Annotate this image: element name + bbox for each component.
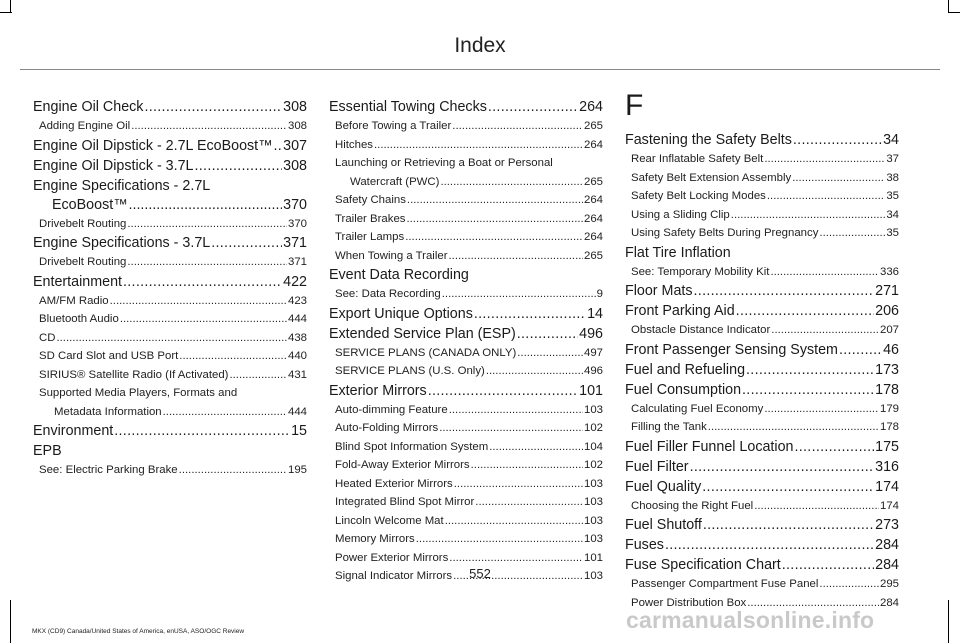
- entry-label: Adding Engine Oil: [39, 120, 131, 132]
- index-subentry[interactable]: [329, 136, 603, 155]
- entry-label: Flat Tire Inflation: [625, 244, 731, 261]
- entry-page-number[interactable]: 207: [879, 324, 899, 336]
- index-subentry: [33, 384, 307, 403]
- index-entry[interactable]: [625, 302, 899, 321]
- entry-page-number[interactable]: 35: [886, 227, 899, 239]
- watermark: carmanualsonline.info: [626, 607, 875, 633]
- entry-label: Exterior Mirrors: [329, 382, 427, 399]
- index-subentry[interactable]: [625, 169, 899, 188]
- crop-mark: [0, 12, 12, 13]
- page-number: 552: [469, 566, 491, 581]
- entry-page-number[interactable]: 175: [875, 438, 899, 455]
- dot-leader: [754, 497, 879, 516]
- entry-page-number[interactable]: 14: [587, 305, 603, 322]
- index-subentry[interactable]: [329, 475, 603, 494]
- index-entry: [33, 177, 307, 196]
- index-entry[interactable]: [625, 131, 899, 150]
- entry-page-number[interactable]: 284: [875, 557, 899, 573]
- entry-label: Fuel Shutoff: [625, 517, 702, 533]
- index-entry: [33, 442, 307, 461]
- entry-page-number[interactable]: 38: [886, 171, 899, 184]
- entry-label: Fuse Specification Chart: [625, 557, 781, 573]
- index-subentry[interactable]: [329, 285, 603, 304]
- entry-page-number[interactable]: 179: [879, 402, 899, 415]
- dot-leader: [702, 478, 874, 497]
- index-subentry[interactable]: [329, 247, 603, 266]
- entry-label: EcoBoost™: [52, 196, 128, 213]
- entry-label: Watercraft (PWC): [350, 175, 440, 188]
- index-subentry[interactable]: [329, 419, 603, 438]
- entry-page-number[interactable]: 178: [875, 381, 899, 398]
- index-entry[interactable]: [625, 361, 899, 380]
- index-subentry[interactable]: [329, 512, 603, 531]
- entry-label: Fold-Away Exterior Mirrors: [335, 459, 470, 471]
- entry-label: Environment: [33, 423, 114, 439]
- dot-leader: [123, 273, 282, 292]
- entry-label: Safety Belt Extension Assembly: [631, 171, 792, 184]
- dot-leader: [374, 136, 583, 155]
- dot-leader: [489, 438, 583, 457]
- crop-mark: [948, 600, 949, 643]
- dot-leader: [708, 418, 879, 437]
- entry-page-number[interactable]: 37: [886, 153, 899, 165]
- dot-leader: [448, 247, 583, 266]
- entry-label: Extended Service Plan (ESP): [329, 325, 516, 342]
- index-entry[interactable]: [625, 536, 899, 555]
- index-subentry[interactable]: [329, 456, 603, 475]
- dot-leader: [110, 292, 287, 311]
- index-subentry[interactable]: [625, 321, 899, 340]
- index-column-2: [329, 97, 603, 586]
- dot-leader: [428, 382, 578, 401]
- entry-page-number[interactable]: 101: [579, 382, 603, 399]
- index-entry[interactable]: [625, 478, 899, 497]
- index-entry[interactable]: [625, 282, 899, 301]
- entry-label: Drivebelt Routing: [39, 256, 127, 268]
- dot-leader: [449, 549, 583, 568]
- index-entry[interactable]: [329, 325, 603, 344]
- dot-leader: [742, 381, 874, 400]
- index-entry[interactable]: [33, 196, 307, 215]
- entry-page-number[interactable]: 284: [875, 537, 899, 553]
- dot-leader: [746, 361, 874, 380]
- dot-leader: [792, 169, 885, 188]
- entry-label: When Towing a Trailer: [335, 249, 448, 262]
- index-subentry[interactable]: [33, 253, 307, 272]
- dot-leader: [694, 282, 875, 301]
- dot-leader: [129, 196, 283, 215]
- dot-leader: [452, 117, 583, 136]
- dot-leader: [770, 263, 879, 282]
- index-subentry[interactable]: [625, 206, 899, 225]
- index-subentry[interactable]: [33, 461, 307, 480]
- entry-page-number[interactable]: 174: [875, 478, 899, 495]
- index-entry[interactable]: [625, 516, 899, 535]
- dot-leader: [665, 536, 874, 555]
- crop-mark: [948, 12, 960, 13]
- dot-leader: [163, 403, 287, 422]
- entry-label: AM/FM Radio: [39, 294, 109, 307]
- entry-label: Fastening the Safety Belts: [625, 132, 792, 148]
- entry-page-number[interactable]: 370: [283, 196, 307, 213]
- index-entry[interactable]: [329, 382, 603, 401]
- document-id: MKX (CD9) Canada/United States of America, enUSA, ASO/OGC Review: [32, 628, 245, 635]
- index-subentry[interactable]: [329, 228, 603, 247]
- entry-label: Export Unique Options: [329, 305, 473, 322]
- index-entry[interactable]: [625, 341, 899, 360]
- entry-page-number[interactable]: 431: [287, 368, 307, 381]
- index-entry: [329, 266, 603, 285]
- entry-page-number[interactable]: 264: [583, 212, 603, 225]
- entry-label: SIRIUS® Satellite Radio (If Activated): [39, 368, 229, 381]
- entry-page-number[interactable]: 271: [875, 283, 899, 299]
- dot-leader: [406, 210, 583, 229]
- index-subentry[interactable]: [329, 173, 603, 192]
- entry-page-number[interactable]: 336: [879, 265, 899, 278]
- entry-page-number[interactable]: 316: [875, 458, 899, 475]
- dot-leader: [819, 224, 885, 243]
- index-subentry[interactable]: [329, 117, 603, 136]
- dot-leader: [764, 150, 885, 169]
- entry-page-number[interactable]: 265: [583, 120, 603, 132]
- entry-label: SERVICE PLANS (CANADA ONLY): [335, 346, 517, 359]
- entry-label: Hitches: [335, 138, 373, 151]
- dot-leader: [229, 366, 287, 385]
- entry-page-number[interactable]: 103: [583, 403, 603, 416]
- entry-label: Floor Mats: [625, 283, 693, 299]
- entry-page-number[interactable]: 444: [287, 313, 307, 325]
- entry-label: Fuel Filler Funnel Location: [625, 438, 794, 455]
- entry-page-number[interactable]: 295: [879, 578, 899, 590]
- dot-leader: [211, 234, 282, 253]
- entry-page-number[interactable]: 444: [287, 405, 307, 418]
- entry-label: See: Electric Parking Brake: [39, 464, 178, 476]
- entry-label: Trailer Lamps: [335, 231, 405, 243]
- entry-label: Front Passenger Sensing System: [625, 341, 838, 358]
- index-subentry[interactable]: [625, 418, 899, 437]
- index-subentry[interactable]: [329, 401, 603, 420]
- entry-label: EPB: [33, 443, 62, 459]
- dot-leader: [703, 516, 874, 535]
- entry-label: CD: [39, 331, 56, 344]
- entry-label: Fuel and Refueling: [625, 361, 746, 378]
- dot-leader: [120, 310, 287, 329]
- index-entry: [625, 244, 899, 263]
- dot-leader: [771, 321, 879, 340]
- dot-leader: [793, 131, 882, 150]
- index-subentry[interactable]: [33, 117, 307, 136]
- entry-label: Heated Exterior Mirrors: [335, 477, 453, 490]
- entry-page-number[interactable]: 265: [583, 249, 603, 262]
- crop-mark: [10, 600, 11, 643]
- entry-label: Metadata Information: [54, 405, 162, 418]
- index-subentry[interactable]: [329, 344, 603, 363]
- entry-page-number[interactable]: 308: [283, 157, 307, 174]
- index-entry[interactable]: [33, 137, 307, 156]
- entry-label: See: Data Recording: [335, 288, 441, 300]
- entry-page-number[interactable]: 273: [875, 517, 899, 533]
- index-subentry[interactable]: [625, 263, 899, 282]
- entry-label: Blind Spot Information System: [335, 440, 489, 453]
- entry-page-number[interactable]: 370: [287, 217, 307, 230]
- dot-leader: [440, 173, 583, 192]
- index-entry[interactable]: [33, 157, 307, 176]
- dot-leader: [195, 157, 283, 176]
- entry-page-number[interactable]: 308: [283, 99, 307, 115]
- entry-label: SERVICE PLANS (U.S. Only): [335, 365, 485, 377]
- entry-page-number[interactable]: 35: [886, 190, 899, 202]
- index-entry[interactable]: [625, 458, 899, 477]
- dot-leader: [794, 438, 874, 457]
- dot-leader: [179, 461, 287, 480]
- dot-leader: [273, 137, 282, 156]
- entry-label: Fuses: [625, 537, 664, 553]
- entry-page-number[interactable]: 307: [283, 137, 307, 154]
- dot-leader: [690, 458, 875, 477]
- entry-label: Lincoln Welcome Mat: [335, 514, 444, 527]
- index-subentry[interactable]: [625, 497, 899, 516]
- index-subentry[interactable]: [625, 400, 899, 419]
- index-entry[interactable]: [329, 305, 603, 324]
- dot-leader: [517, 325, 578, 344]
- dot-leader: [127, 253, 287, 272]
- entry-page-number[interactable]: 265: [583, 175, 603, 188]
- entry-page-number[interactable]: 422: [283, 273, 307, 290]
- dot-leader: [488, 98, 578, 117]
- entry-label: Using Safety Belts During Pregnancy: [631, 227, 819, 239]
- index-subentry[interactable]: [625, 187, 899, 206]
- entry-label: Entertainment: [33, 273, 123, 290]
- entry-label: Engine Specifications - 2.7L: [33, 177, 211, 194]
- entry-label: Fuel Filter: [625, 458, 689, 475]
- index-subentry[interactable]: [329, 530, 603, 549]
- dot-leader: [767, 187, 885, 206]
- index-entry[interactable]: [33, 234, 307, 253]
- dot-leader: [454, 475, 583, 494]
- entry-label: Rear Inflatable Safety Belt: [631, 153, 764, 165]
- dot-leader: [731, 206, 886, 225]
- entry-page-number[interactable]: 103: [583, 496, 603, 508]
- entry-page-number[interactable]: 103: [583, 477, 603, 490]
- entry-label: Bluetooth Audio: [39, 313, 119, 325]
- entry-label: Engine Specifications - 3.7L: [33, 235, 211, 251]
- page-title: Index: [454, 34, 506, 57]
- entry-label: Safety Belt Locking Modes: [631, 190, 766, 202]
- entry-page-number[interactable]: 103: [583, 570, 603, 582]
- entry-page-number[interactable]: 496: [583, 365, 603, 377]
- section-letter: F: [625, 89, 644, 122]
- entry-page-number[interactable]: 308: [287, 120, 307, 132]
- dot-leader: [439, 419, 583, 438]
- dot-leader: [486, 362, 583, 381]
- entry-page-number[interactable]: 103: [583, 533, 603, 545]
- index-entry[interactable]: [33, 273, 307, 292]
- entry-page-number[interactable]: 438: [287, 331, 307, 344]
- index-subentry[interactable]: [625, 224, 899, 243]
- entry-label: Essential Towing Checks: [329, 99, 487, 115]
- entry-page-number[interactable]: 9: [596, 288, 603, 300]
- entry-label: Memory Mirrors: [335, 533, 415, 545]
- entry-label: Auto-Folding Mirrors: [335, 422, 439, 434]
- dot-leader: [144, 98, 282, 117]
- index-subentry: [329, 154, 603, 173]
- entry-label: Integrated Blind Spot Mirror: [335, 496, 475, 508]
- index-entry[interactable]: [625, 438, 899, 457]
- entry-page-number[interactable]: 101: [583, 551, 603, 564]
- entry-page-number[interactable]: 497: [583, 346, 603, 359]
- entry-page-number[interactable]: 440: [287, 350, 307, 362]
- entry-page-number[interactable]: 15: [291, 423, 307, 439]
- entry-label: Passenger Compartment Fuse Panel: [631, 578, 819, 590]
- entry-label: Launching or Retrieving a Boat or Personal: [335, 157, 553, 169]
- entry-label: SD Card Slot and USB Port: [39, 350, 179, 362]
- entry-page-number[interactable]: 102: [583, 422, 603, 434]
- entry-page-number[interactable]: 371: [283, 235, 307, 251]
- entry-page-number[interactable]: 284: [879, 596, 899, 609]
- dot-leader: [56, 329, 287, 348]
- entry-label: Engine Oil Dipstick - 2.7L EcoBoost™: [33, 137, 273, 154]
- entry-page-number[interactable]: 264: [579, 99, 603, 115]
- entry-label: Fuel Quality: [625, 478, 702, 495]
- index-entry[interactable]: [625, 381, 899, 400]
- entry-page-number[interactable]: 104: [583, 440, 603, 453]
- entry-label: Event Data Recording: [329, 267, 469, 283]
- entry-page-number[interactable]: 103: [583, 514, 603, 527]
- dot-leader: [114, 422, 290, 441]
- index-entry[interactable]: [33, 98, 307, 117]
- entry-label: Power Exterior Mirrors: [335, 551, 449, 564]
- entry-page-number[interactable]: 423: [287, 294, 307, 307]
- entry-page-number[interactable]: 46: [883, 341, 899, 358]
- entry-label: Supported Media Players, Formats and: [39, 387, 238, 399]
- index-column-3: [625, 89, 899, 612]
- dot-leader: [474, 305, 586, 324]
- index-subentry[interactable]: [329, 549, 603, 568]
- dot-leader: [839, 341, 882, 360]
- dot-leader: [475, 493, 583, 512]
- index-entry[interactable]: [33, 422, 307, 441]
- index-subentry[interactable]: [33, 403, 307, 422]
- entry-page-number[interactable]: 34: [883, 132, 899, 148]
- index-subentry[interactable]: [329, 493, 603, 512]
- dot-leader: [416, 530, 583, 549]
- entry-label: Power Distribution Box: [631, 596, 747, 609]
- entry-label: Auto-dimming Feature: [335, 403, 448, 416]
- entry-label: Safety Chains: [335, 194, 406, 206]
- dot-leader: [442, 285, 596, 304]
- dot-leader: [517, 344, 583, 363]
- entry-page-number[interactable]: 206: [875, 303, 899, 319]
- index-subentry[interactable]: [33, 347, 307, 366]
- entry-page-number[interactable]: 102: [583, 459, 603, 471]
- index-column-1: [33, 97, 307, 480]
- dot-leader: [179, 347, 287, 366]
- entry-page-number[interactable]: 34: [886, 208, 899, 221]
- entry-label: Choosing the Right Fuel: [631, 499, 754, 512]
- entry-label: Fuel Consumption: [625, 381, 742, 398]
- entry-label: Front Parking Aid: [625, 303, 735, 319]
- index-subentry[interactable]: [329, 210, 603, 229]
- dot-leader: [764, 400, 879, 419]
- entry-page-number[interactable]: 264: [583, 138, 603, 151]
- index-subentry[interactable]: [33, 310, 307, 329]
- entry-label: Filling the Tank: [631, 421, 707, 433]
- index-subentry[interactable]: [33, 366, 307, 385]
- index-subentry[interactable]: [329, 362, 603, 381]
- index-subentry[interactable]: [625, 150, 899, 169]
- entry-page-number[interactable]: 264: [583, 231, 603, 243]
- entry-label: Signal Indicator Mirrors: [335, 570, 453, 582]
- entry-page-number[interactable]: 178: [879, 421, 899, 433]
- dot-leader: [131, 117, 287, 136]
- index-subentry[interactable]: [33, 215, 307, 234]
- entry-label: Drivebelt Routing: [39, 217, 127, 230]
- dot-leader: [127, 215, 287, 234]
- index-subentry[interactable]: [33, 292, 307, 311]
- dot-leader: [471, 456, 583, 475]
- entry-label: Before Towing a Trailer: [335, 120, 452, 132]
- entry-page-number[interactable]: 173: [875, 361, 899, 378]
- entry-label: Calculating Fuel Economy: [631, 402, 764, 415]
- index-entry[interactable]: [329, 98, 603, 117]
- index-subentry[interactable]: [33, 329, 307, 348]
- dot-leader: [445, 512, 583, 531]
- entry-page-number[interactable]: 264: [583, 194, 603, 206]
- dot-leader: [449, 401, 583, 420]
- header-rule: [20, 69, 940, 70]
- index-subentry[interactable]: [329, 438, 603, 457]
- entry-page-number[interactable]: 496: [579, 325, 603, 342]
- entry-label: Obstacle Distance Indicator: [631, 324, 771, 336]
- entry-label: See: Temporary Mobility Kit: [631, 265, 770, 278]
- entry-page-number[interactable]: 195: [287, 464, 307, 476]
- dot-leader: [407, 191, 583, 210]
- entry-label: Trailer Brakes: [335, 212, 406, 225]
- entry-label: Engine Oil Check: [33, 99, 144, 115]
- entry-label: Using a Sliding Clip: [631, 208, 730, 221]
- dot-leader: [405, 228, 583, 247]
- dot-leader: [736, 302, 874, 321]
- entry-page-number[interactable]: 174: [879, 499, 899, 512]
- index-subentry[interactable]: [329, 191, 603, 210]
- entry-page-number[interactable]: 371: [287, 256, 307, 268]
- entry-label: Engine Oil Dipstick - 3.7L: [33, 157, 194, 174]
